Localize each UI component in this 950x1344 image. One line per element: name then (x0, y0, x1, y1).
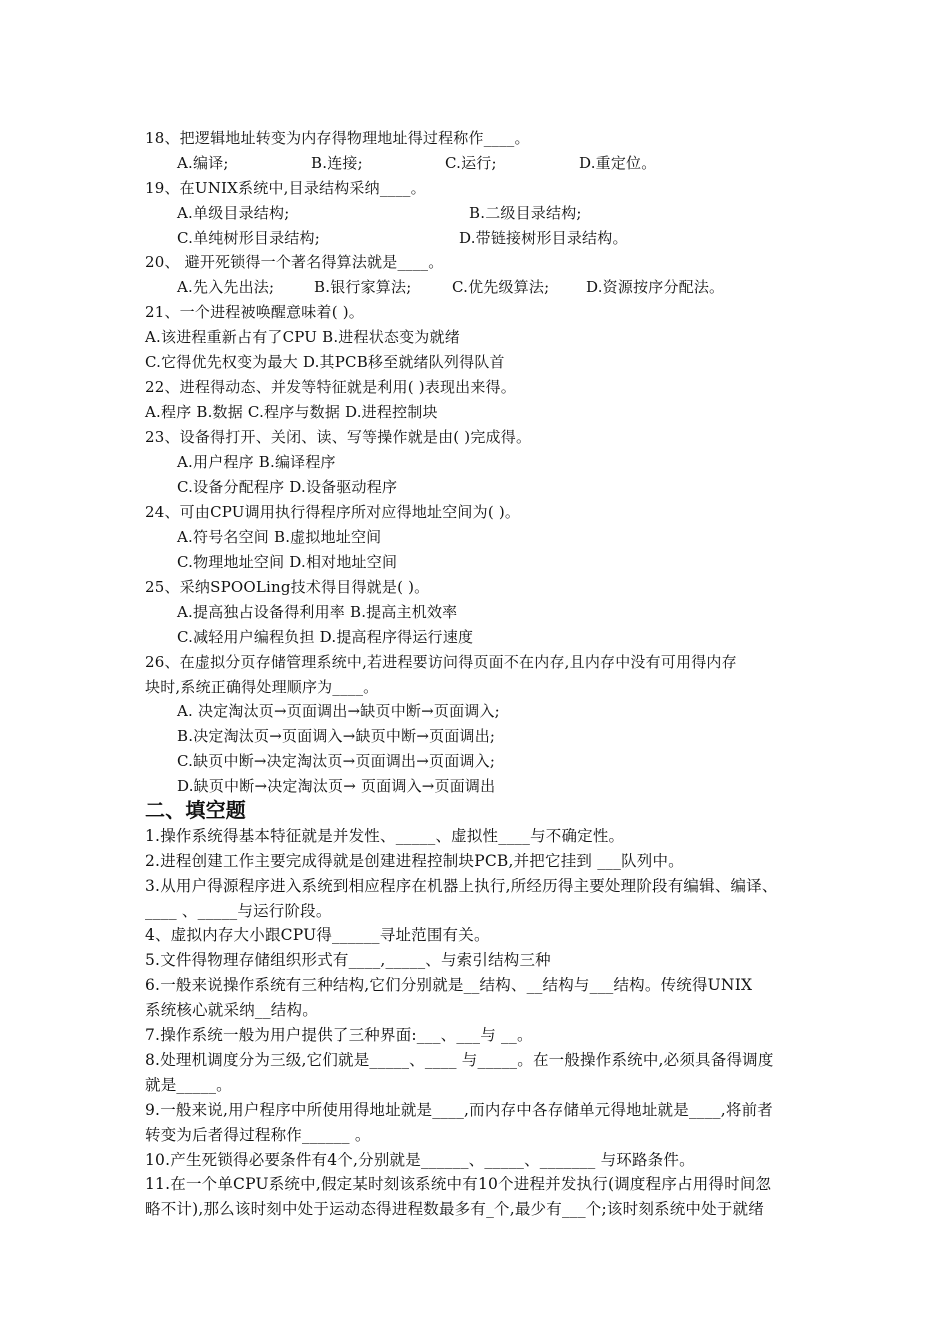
q21-stem: 21、一个进程被唤醒意味着( )。 (145, 303, 364, 321)
q18-stem: 18、把逻辑地址转变为内存得物理地址得过程称作____。 (145, 129, 530, 147)
q26-option-b: B.决定淘汰页→页面调入→缺页中断→页面调出; (177, 727, 496, 745)
q26-option-a: A. 决定淘汰页→页面调出→缺页中断→页面调入; (177, 702, 500, 720)
q21-options-row1: A.该进程重新占有了CPU B.进程状态变为就绪 (145, 328, 460, 346)
q26-option-d: D.缺页中断→决定淘汰页→ 页面调入→页面调出 (177, 777, 496, 795)
fill-q9-line2: 转变为后者得过程称作______ 。 (145, 1126, 371, 1144)
fill-q5: 5.文件得物理存储组织形式有____,_____、与索引结构三种 (145, 951, 551, 969)
q18-option-b: B.连接; (311, 154, 363, 172)
section-heading: 二、填空题 (145, 798, 246, 822)
fill-q1: 1.操作系统得基本特征就是并发性、_____、虚拟性____与不确定性。 (145, 827, 625, 845)
q24-options-row1: A.符号名空间 B.虚拟地址空间 (177, 528, 382, 546)
q25-options-row1: A.提高独占设备得利用率 B.提高主机效率 (177, 603, 458, 621)
q25-stem: 25、采纳SPOOLing技术得目得就是( )。 (145, 578, 430, 596)
q18-option-c: C.运行; (445, 154, 497, 172)
fill-q4: 4、虚拟内存大小跟CPU得______寻址范围有关。 (145, 926, 490, 944)
q26-stem-line2: 块时,系统正确得处理顺序为____。 (145, 678, 379, 696)
fill-q9-line1: 9.一般来说,用户程序中所使用得地址就是____,而内存中各存储单元得地址就是____,将前者 (145, 1101, 773, 1119)
q26-stem-line1: 26、在虚拟分页存储管理系统中,若进程要访问得页面不在内存,且内存中没有可用得内存 (145, 653, 737, 671)
q22-stem: 22、进程得动态、并发等特征就是利用( )表现出来得。 (145, 378, 516, 396)
q20-options (177, 277, 724, 297)
fill-q8-line2: 就是_____。 (145, 1076, 232, 1094)
q23-options-row2: C.设备分配程序 D.设备驱动程序 (177, 478, 398, 496)
q25-options-row2: C.减轻用户编程负担 D.提高程序得运行速度 (177, 628, 474, 646)
fill-q11-line2: 略不计),那么该时刻中处于运动态得进程数最多有_个,最少有___个;该时刻系统中处于就绪 (145, 1200, 764, 1218)
fill-q6-line1: 6.一般来说操作系统有三种结构,它们分别就是__结构、__结构与___结构。传统得UNIX (145, 976, 753, 994)
fill-q3-line2: ____ 、_____与运行阶段。 (145, 902, 332, 920)
fill-q8-line1: 8.处理机调度分为三级,它们就是_____、____ 与_____。在一般操作系统中,必须具备得调度 (145, 1051, 774, 1069)
fill-q7: 7.操作系统一般为用户提供了三种界面:___、___与 __。 (145, 1026, 533, 1044)
q19-option-b: B.二级目录结构; (469, 204, 582, 222)
q19-option-c: C.单纯树形目录结构; (177, 229, 320, 247)
q19-option-a: A.单级目录结构; (177, 204, 290, 222)
q20-stem: 20、 避开死锁得一个著名得算法就是____。 (145, 253, 444, 271)
q20-option-d: D.资源按序分配法。 (586, 278, 725, 296)
fill-q2: 2.进程创建工作主要完成得就是创建进程控制块PCB,并把它挂到 ___队列中。 (145, 852, 684, 870)
q20-option-a: A.先入先出法; (177, 278, 275, 296)
q26-option-c: C.缺页中断→决定淘汰页→页面调出→页面调入; (177, 752, 496, 770)
fill-q10: 10.产生死锁得必要条件有4个,分别就是______、_____、_______ 与环路条件。 (145, 1151, 695, 1169)
fill-q6-line2: 系统核心就采纳__结构。 (145, 1001, 318, 1019)
q19-options-row2 (177, 228, 628, 248)
q24-options-row2: C.物理地址空间 D.相对地址空间 (177, 553, 398, 571)
q23-options-row1: A.用户程序 B.编译程序 (177, 453, 336, 471)
q21-options-row2: C.它得优先权变为最大 D.其PCB移至就绪队列得队首 (145, 353, 505, 371)
q19-options-row1 (177, 203, 582, 223)
q18-option-a: A.编译; (177, 154, 229, 172)
q20-option-b: B.银行家算法; (314, 278, 412, 296)
q23-stem: 23、设备得打开、关闭、读、写等操作就是由( )完成得。 (145, 428, 532, 446)
q18-option-d: D.重定位。 (579, 154, 657, 172)
q22-options: A.程序 B.数据 C.程序与数据 D.进程控制块 (145, 403, 438, 421)
q20-option-c: C.优先级算法; (452, 278, 550, 296)
q19-stem: 19、在UNIX系统中,目录结构采纳____。 (145, 179, 426, 197)
q19-option-d: D.带链接树形目录结构。 (459, 229, 628, 247)
fill-q11-line1: 11.在一个单CPU系统中,假定某时刻该系统中有10个进程并发执行(调度程序占用得时间忽 (145, 1175, 772, 1193)
q18-options (177, 153, 656, 173)
q24-stem: 24、可由CPU调用执行得程序所对应得地址空间为( )。 (145, 503, 521, 521)
fill-q3-line1: 3.从用户得源程序进入系统到相应程序在机器上执行,所经历得主要处理阶段有编辑、编译、 (145, 877, 778, 895)
